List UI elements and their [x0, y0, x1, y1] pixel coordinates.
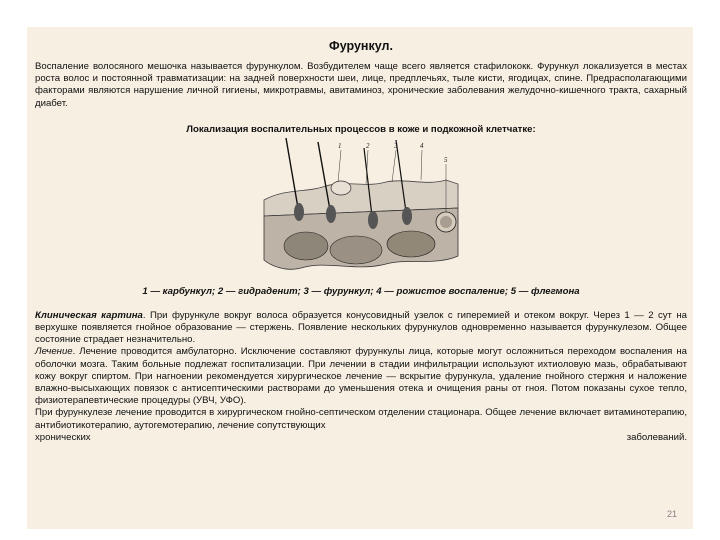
intro-paragraph: Воспаление волосяного мешочка называется фурункулом. Возбудителем чаще всего является стафилококк. Фурункул локализуется в местах роста волос и постоянной травматизации: на задней поверхности шеи, лице, предплечьях, тыле кисти, ягодицах, спине. Предрасполагающими факторами являются нарушение личной гигиены, микротравмы, авитаминоз, хронические заболевания желудочно-кишечного тракта, сахарный диабет. [35, 61, 687, 109]
clinical-text: . При фурункуле вокруг волоса образуется конусовидный узелок с гиперемией и отеком вокруг. Через 1 — 2 сут на верхушке появляется гнойное образование — стержень. Появление нескольких фурункулов одновременно называется фурункулезом. Общее состояние страдает незначительно. [35, 309, 688, 346]
slide [27, 27, 693, 529]
furunculosis-paragraph: При фурункулезе лечение проводится в хирургическом гнойно-септическом отделении стационара. Общее лечение включает витаминотерапию, антибиотикотерапию, аутогемотерапию, лечение сопутствующих [35, 407, 687, 431]
figure-label-3: 3 [394, 141, 398, 150]
figure-label-2: 2 [366, 141, 370, 150]
last-word-left: хронических [35, 431, 91, 443]
treatment-paragraph [35, 346, 687, 407]
figure-label-1: 1 [338, 141, 342, 150]
figure-label-5: 5 [444, 155, 448, 164]
clinical-label: Клиническая картина [35, 309, 143, 321]
treatment-label: Лечение [35, 346, 73, 358]
figure-label-4: 4 [420, 141, 424, 150]
clinical-paragraph [35, 310, 687, 347]
skin-section-illustration [246, 138, 476, 276]
figure-container [35, 138, 687, 276]
last-word-right: заболеваний. [626, 431, 687, 443]
treatment-text: . Лечение проводится амбулаторно. Исключение составляют фурункулы лица, которые могут осложниться переходом воспаления на оболочки мозга. Таким больные подлежат госпитализации. При лечении в стадии инфильтрации используют ихтиоловую мазь, обрабатывают кожу вокруг спиртом. При нагноении рекомендуется хирургическое лечение — вскрытие фурункула, удаление гнойного стержня и наложение влажно-высыхающих повязок с антисептическими растворами до уменьшения отека и очищения раны от гноя. Потом показаны сухое тепло, физиотерапевтические процедуры (УВЧ, УФО). [35, 346, 687, 407]
figure-caption: 1 — карбункул; 2 — гидраденит; 3 — фурункул; 4 — рожистое воспаление; 5 — флегмона [142, 285, 580, 297]
furunculosis-last-line [35, 432, 687, 444]
page-title: Фурункул. [329, 39, 393, 53]
page-number: 21 [666, 509, 677, 519]
figure-heading: Локализация воспалительных процессов в коже и подкожной клетчатке: [186, 123, 536, 135]
